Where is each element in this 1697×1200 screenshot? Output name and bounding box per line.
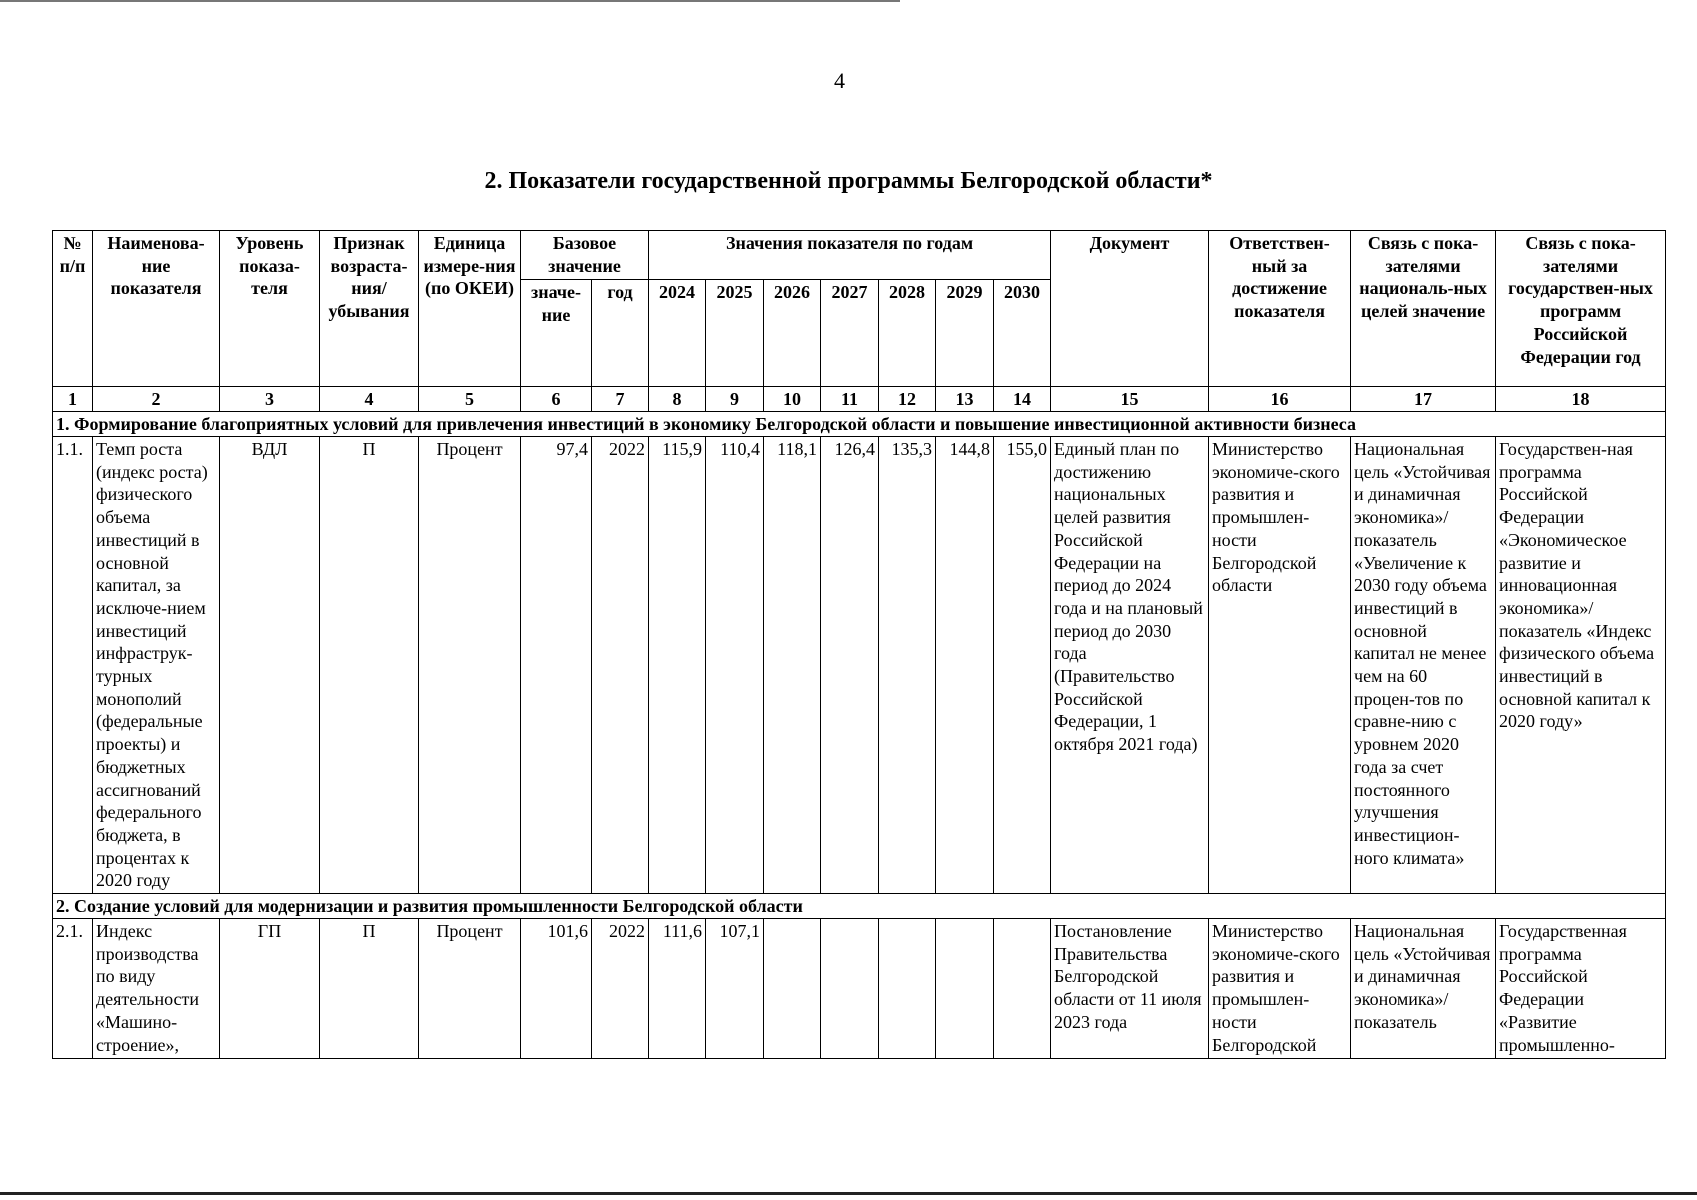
col-header-base-group: Базовое значение [521,231,649,280]
row-num: 2.1. [53,919,93,1059]
indicators-table [52,230,1666,1059]
col-header-year: 2024 [649,280,706,387]
col-header-years-group: Значения показателя по годам [649,231,1051,280]
section-header-row [53,894,1666,919]
col-header-year: 2026 [764,280,821,387]
year-value [764,919,821,1059]
header-row-1 [53,231,1666,280]
row-num: 1.1. [53,437,93,894]
indicator-unit: Процент [419,919,521,1059]
indicator-unit: Процент [419,437,521,894]
year-value: 111,6 [649,919,706,1059]
page-title: 2. Показатели государственной программы Белгородской области* [484,168,1213,194]
indicator-level: ГП [220,919,320,1059]
year-value: 115,9 [649,437,706,894]
section-title: 2. Создание условий для модернизации и развития промышленности Белгородской области [53,894,1666,919]
column-number: 6 [521,387,592,412]
year-value: 126,4 [821,437,879,894]
column-number: 13 [936,387,994,412]
column-number: 16 [1209,387,1351,412]
year-value [936,919,994,1059]
section-title: 1. Формирование благоприятных условий для привлечения инвестиций в экономику Белгородской области и повышение инвестиционной активности бизнеса [53,412,1666,437]
column-number-row [53,387,1666,412]
year-value [821,919,879,1059]
column-number: 8 [649,387,706,412]
page-number: 4 [834,68,845,93]
column-number: 14 [994,387,1051,412]
table-row [53,437,1666,894]
col-header-year: 2028 [879,280,936,387]
year-value [879,919,936,1059]
document: Постановление Правительства Белгородской области от 11 июля 2023 года [1051,919,1209,1059]
scan-artifact-bottom [0,1192,1697,1195]
col-header-state-link: Связь с пока-зателями государствен-ных программ Российской Федерации год [1496,231,1666,387]
scan-artifact-top [0,0,900,2]
section-header-row [53,412,1666,437]
column-number: 2 [93,387,220,412]
col-header-responsible: Ответствен-ный за достижение показателя [1209,231,1351,387]
national-goal-link: Национальная цель «Устойчивая и динамичная экономика»/ показатель «Увеличение к 2030 году объема инвестиций в основной капитал не менее чем на 60 процен-тов по сравне-нию с уровнем 2020 года за счет постоянного улучшения инвестицион-ного климата» [1351,437,1496,894]
col-header-num: № п/п [53,231,93,387]
column-number: 17 [1351,387,1496,412]
year-value: 110,4 [706,437,764,894]
base-year: 2022 [592,919,649,1059]
responsible: Министерство экономиче-ского развития и промышлен-ности Белгородской области [1209,437,1351,894]
col-header-sign: Признак возраста-ния/ убывания [320,231,419,387]
column-number: 5 [419,387,521,412]
col-header-year: 2030 [994,280,1051,387]
base-value: 97,4 [521,437,592,894]
column-number: 15 [1051,387,1209,412]
column-number: 18 [1496,387,1666,412]
indicator-level: ВДЛ [220,437,320,894]
year-value: 118,1 [764,437,821,894]
column-number: 11 [821,387,879,412]
indicator-name: Темп роста (индекс роста) физического объема инвестиций в основной капитал, за исключе-нием инвестиций инфраструк-турных монополий (федеральные проекты) и бюджетных ассигнований федерального бюджета, в процентах к 2020 году [93,437,220,894]
indicator-sign: П [320,919,419,1059]
national-goal-link: Национальная цель «Устойчивая и динамичная экономика»/ показатель [1351,919,1496,1059]
column-number: 12 [879,387,936,412]
table-row [53,919,1666,1059]
base-year: 2022 [592,437,649,894]
base-value: 101,6 [521,919,592,1059]
year-value: 155,0 [994,437,1051,894]
column-number: 4 [320,387,419,412]
indicator-sign: П [320,437,419,894]
col-header-national-link: Связь с пока-зателями националь-ных целей значение [1351,231,1496,387]
col-header-year: 2029 [936,280,994,387]
col-header-document: Документ [1051,231,1209,387]
state-program-link: Государствен-ная программа Российской Федерации «Экономическое развитие и инновационная экономика»/ показатель «Индекс физического объема инвестиций в основной капитал к 2020 году» [1496,437,1666,894]
col-header-year: 2027 [821,280,879,387]
column-number: 1 [53,387,93,412]
column-number: 10 [764,387,821,412]
year-value: 135,3 [879,437,936,894]
col-header-level: Уровень показа-теля [220,231,320,387]
year-value: 144,8 [936,437,994,894]
year-value [994,919,1051,1059]
column-number: 9 [706,387,764,412]
col-header-year: 2025 [706,280,764,387]
document: Единый план по достижению национальных целей развития Российской Федерации на период до 2024 года и на плановый период до 2030 года (Правительство Российской Федерации, 1 октября 2021 года) [1051,437,1209,894]
column-number: 7 [592,387,649,412]
responsible: Министерство экономиче-ского развития и промышлен-ности Белгородской [1209,919,1351,1059]
col-header-unit: Единица измере-ния (по ОКЕИ) [419,231,521,387]
state-program-link: Государственная программа Российской Федерации «Развитие промышленно- [1496,919,1666,1059]
year-value: 107,1 [706,919,764,1059]
indicator-name: Индекс производства по виду деятельности «Машино-строение», [93,919,220,1059]
column-number: 3 [220,387,320,412]
col-header-name: Наименова-ние показателя [93,231,220,387]
col-header-base-year: год [592,280,649,387]
col-header-base-value: значе-ние [521,280,592,387]
